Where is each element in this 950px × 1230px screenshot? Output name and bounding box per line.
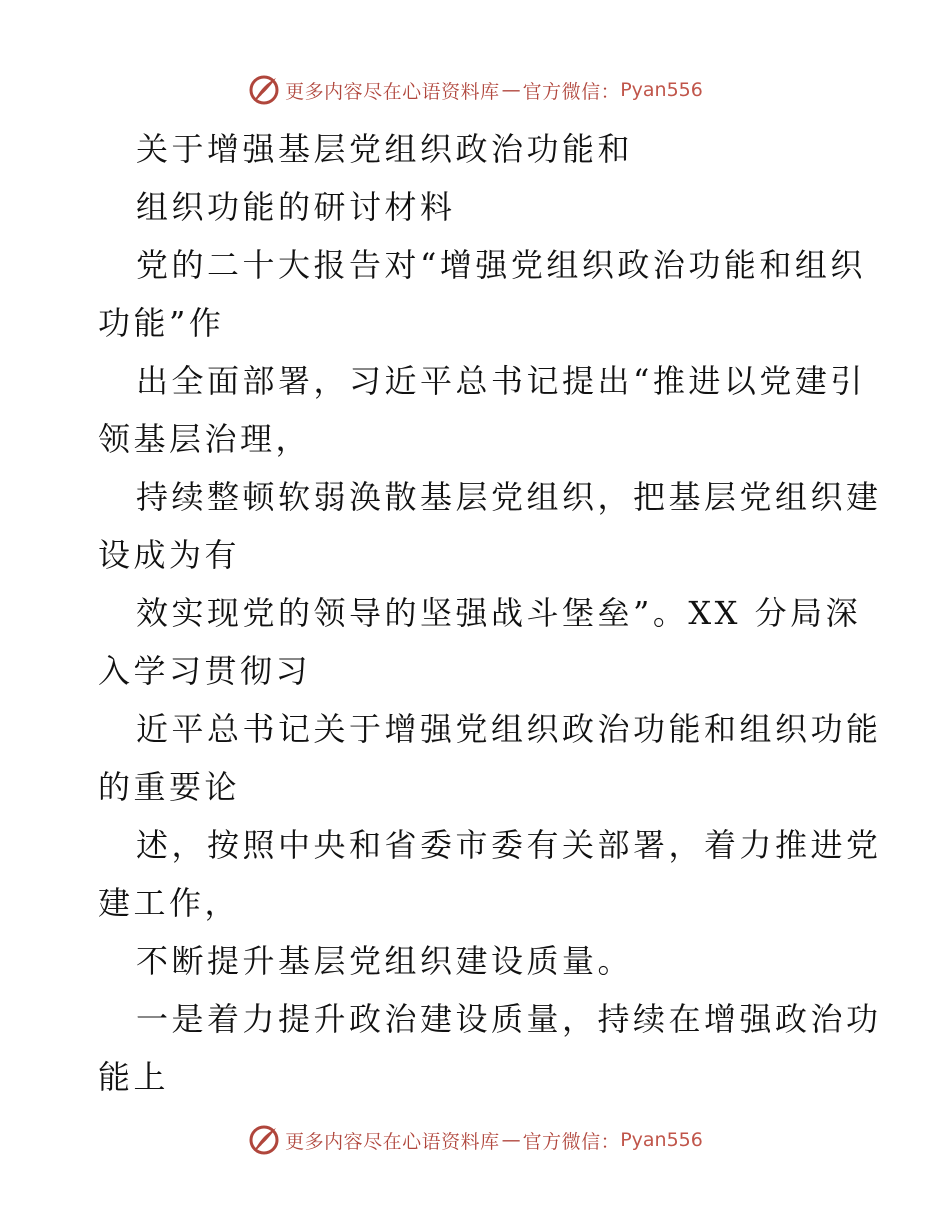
paragraph-line: 效实现党的领导的坚强战斗堡垒”。XX 分局深 (136, 594, 862, 632)
watermark-site-text: 更多内容尽在心语资料库 (285, 80, 500, 103)
paragraph-line: 不断提升基层党组织建设质量。 (136, 942, 634, 980)
watermark-site-text: 更多内容尽在心语资料库 (285, 1130, 500, 1153)
paragraph-line: 功能”作 (98, 304, 225, 342)
watermark-id: Pyan556 (620, 1129, 703, 1151)
watermark-dash: — (501, 1129, 521, 1151)
paragraph-line: 一是着力提升政治建设质量，持续在增强政治功 (136, 1000, 882, 1038)
logo-feather-icon (247, 73, 281, 107)
watermark-id: Pyan556 (620, 79, 703, 101)
paragraph-line: 领基层治理， (98, 420, 312, 458)
paragraph-line: 能上 (98, 1058, 170, 1096)
watermark-dash: — (501, 79, 521, 101)
watermark-label: 官方微信： (522, 1130, 621, 1153)
paragraph-line: 近平总书记关于增强党组织政治功能和组织功能 (136, 710, 882, 748)
header-watermark (0, 70, 950, 110)
document-body (98, 120, 882, 1106)
paragraph-line: 设成为有 (98, 536, 241, 574)
paragraph-line: 党的二十大报告对“增强党组织政治功能和组织 (136, 246, 866, 284)
paragraph-line: 出全面部署，习近平总书记提出“推进以党建引 (136, 362, 866, 400)
document-title-line: 组织功能的研讨材料 (136, 188, 456, 226)
paragraph-line: 述，按照中央和省委市委有关部署，着力推进党 (136, 826, 882, 864)
footer-watermark (0, 1120, 950, 1160)
paragraph-line: 建工作， (98, 884, 241, 922)
paragraph-line: 的重要论 (98, 768, 241, 806)
logo-feather-icon (247, 1123, 281, 1157)
paragraph-line: 入学习贯彻习 (98, 652, 312, 690)
watermark-label: 官方微信： (522, 80, 621, 103)
document-title-line: 关于增强基层党组织政治功能和 (136, 130, 634, 168)
paragraph-line: 持续整顿软弱涣散基层党组织，把基层党组织建 (136, 478, 882, 516)
